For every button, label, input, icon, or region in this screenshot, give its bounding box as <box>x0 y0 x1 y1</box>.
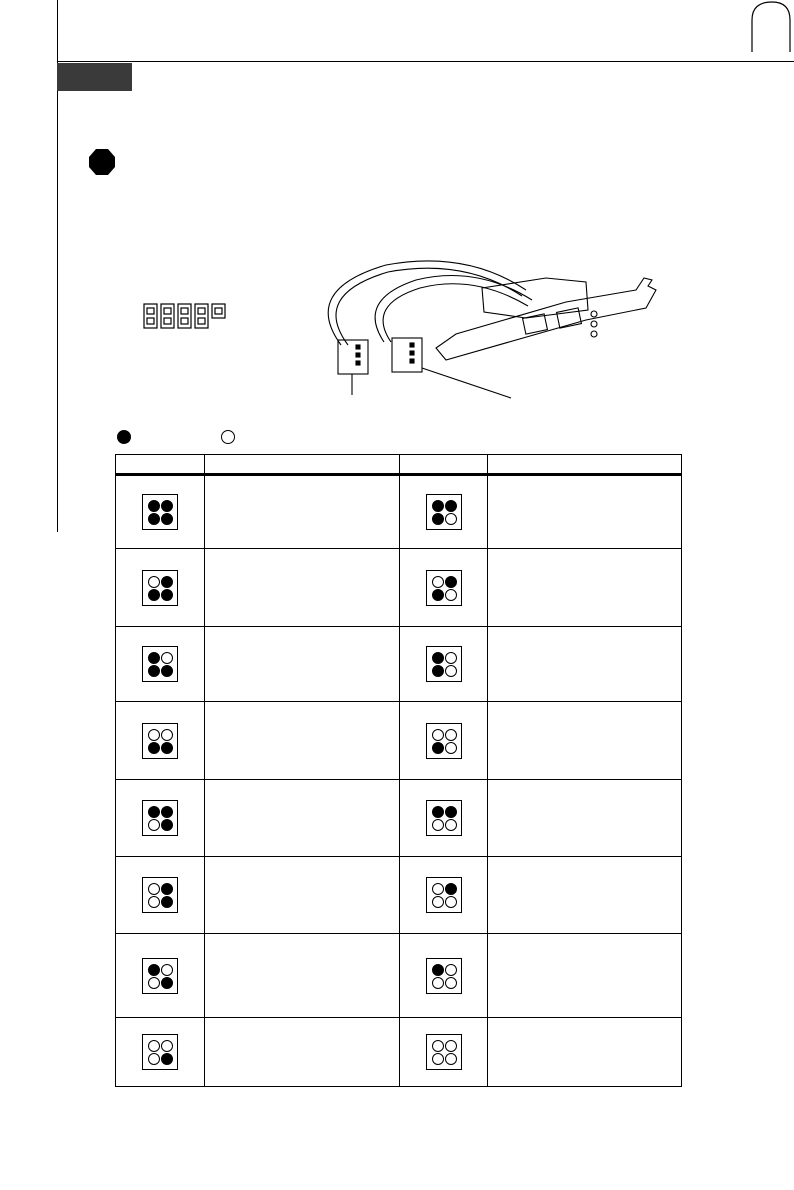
closed-pin-icon <box>161 500 173 512</box>
open-pin-icon <box>148 819 160 831</box>
jumper-block-icon <box>426 723 462 759</box>
closed-pin-icon <box>161 576 173 588</box>
jumper-block-icon <box>142 494 178 530</box>
open-pin-icon <box>445 589 457 601</box>
open-circle-icon <box>221 430 235 444</box>
open-pin-icon <box>432 819 444 831</box>
setting-description <box>205 549 400 627</box>
jumper-block-icon <box>142 800 178 836</box>
setting-description <box>205 780 400 857</box>
jumper-block-icon <box>426 800 462 836</box>
filled-circle-icon <box>117 430 131 444</box>
open-pin-icon <box>445 729 457 741</box>
open-pin-icon <box>148 977 160 989</box>
setting-description <box>488 549 682 627</box>
closed-pin-icon <box>432 806 444 818</box>
table-header-row <box>116 455 682 475</box>
jumper-cell <box>400 857 488 934</box>
closed-pin-icon <box>432 513 444 525</box>
open-pin-icon <box>161 652 173 664</box>
open-pin-icon <box>445 742 457 754</box>
jumper-cell <box>400 934 488 1018</box>
jumper-cell <box>400 475 488 549</box>
setting-description <box>488 934 682 1018</box>
jumper-block-icon <box>426 877 462 913</box>
table-row <box>116 549 682 627</box>
jumper-block-icon <box>142 958 178 994</box>
table-row <box>116 934 682 1018</box>
header-cell <box>488 455 682 475</box>
open-pin-icon <box>148 883 160 895</box>
setting-description <box>488 702 682 780</box>
closed-pin-icon <box>148 806 160 818</box>
jumper-block-icon <box>426 570 462 606</box>
open-pin-icon <box>148 1040 160 1052</box>
jumper-cell <box>400 627 488 702</box>
table-row <box>116 780 682 857</box>
open-pin-icon <box>445 1053 457 1065</box>
section-tab <box>57 63 132 91</box>
open-pin-icon <box>445 977 457 989</box>
header-cell <box>400 455 488 475</box>
closed-pin-icon <box>432 589 444 601</box>
usb-bracket-cable-icon <box>296 250 676 400</box>
closed-pin-icon <box>432 964 444 976</box>
table-row <box>116 1018 682 1087</box>
setting-description <box>488 475 682 549</box>
open-pin-icon <box>432 883 444 895</box>
jumper-cell <box>116 934 205 1018</box>
open-pin-icon <box>148 896 160 908</box>
closed-pin-icon <box>161 977 173 989</box>
closed-pin-icon <box>161 806 173 818</box>
setting-description <box>488 780 682 857</box>
closed-pin-icon <box>432 652 444 664</box>
open-pin-icon <box>445 896 457 908</box>
closed-pin-icon <box>148 500 160 512</box>
open-pin-icon <box>432 1040 444 1052</box>
jumper-cell <box>116 1018 205 1087</box>
closed-pin-icon <box>148 665 160 677</box>
header-cell <box>116 455 205 475</box>
jumper-cell <box>116 702 205 780</box>
closed-pin-icon <box>161 883 173 895</box>
closed-pin-icon <box>161 665 173 677</box>
setting-description <box>205 1018 400 1087</box>
table-row <box>116 627 682 702</box>
open-pin-icon <box>148 729 160 741</box>
closed-pin-icon <box>432 500 444 512</box>
open-pin-icon <box>432 1053 444 1065</box>
header-rule <box>57 61 794 62</box>
open-pin-icon <box>148 1053 160 1065</box>
jumper-block-icon <box>142 877 178 913</box>
open-pin-icon <box>161 729 173 741</box>
closed-pin-icon <box>445 500 457 512</box>
setting-description <box>205 934 400 1018</box>
open-pin-icon <box>432 977 444 989</box>
open-pin-icon <box>445 665 457 677</box>
jumper-cell <box>400 702 488 780</box>
table-row <box>116 857 682 934</box>
jumper-block-icon <box>426 646 462 682</box>
closed-pin-icon <box>161 742 173 754</box>
page-curl-corner <box>750 0 794 52</box>
jumper-block-icon <box>142 1034 178 1070</box>
open-pin-icon <box>432 896 444 908</box>
jumper-cell <box>116 549 205 627</box>
table-row <box>116 702 682 780</box>
closed-pin-icon <box>148 652 160 664</box>
closed-pin-icon <box>148 964 160 976</box>
jumper-cell <box>400 1018 488 1087</box>
open-pin-icon <box>161 1040 173 1052</box>
closed-pin-icon <box>432 742 444 754</box>
setting-description <box>205 857 400 934</box>
jumper-cell <box>116 627 205 702</box>
jumper-block-icon <box>142 570 178 606</box>
setting-description <box>205 475 400 549</box>
open-pin-icon <box>445 652 457 664</box>
hexagon-icon <box>88 148 116 176</box>
jumper-setting-table <box>115 454 682 1087</box>
header-cell <box>205 455 400 475</box>
setting-description <box>205 702 400 780</box>
open-pin-icon <box>445 1040 457 1052</box>
closed-pin-icon <box>161 819 173 831</box>
jumper-block-icon <box>142 723 178 759</box>
setting-description <box>488 857 682 934</box>
jumper-block-icon <box>142 646 178 682</box>
closed-pin-icon <box>445 806 457 818</box>
jumper-cell <box>116 475 205 549</box>
closed-pin-icon <box>161 589 173 601</box>
closed-pin-icon <box>148 513 160 525</box>
closed-pin-icon <box>161 513 173 525</box>
jumper-cell <box>116 857 205 934</box>
closed-pin-icon <box>161 1053 173 1065</box>
setting-description <box>488 1018 682 1087</box>
closed-pin-icon <box>148 742 160 754</box>
closed-pin-icon <box>432 665 444 677</box>
jumper-cell <box>400 549 488 627</box>
jumper-block-icon <box>426 1034 462 1070</box>
open-pin-icon <box>445 964 457 976</box>
jumper-cell <box>400 780 488 857</box>
pin-header-icon <box>143 303 229 329</box>
open-pin-icon <box>432 729 444 741</box>
closed-pin-icon <box>148 589 160 601</box>
open-pin-icon <box>148 576 160 588</box>
open-pin-icon <box>445 513 457 525</box>
open-pin-icon <box>445 819 457 831</box>
jumper-block-icon <box>426 958 462 994</box>
setting-description <box>488 627 682 702</box>
closed-pin-icon <box>445 883 457 895</box>
table-row <box>116 475 682 549</box>
jumper-cell <box>116 780 205 857</box>
open-pin-icon <box>161 964 173 976</box>
open-pin-icon <box>432 576 444 588</box>
closed-pin-icon <box>161 896 173 908</box>
closed-pin-icon <box>445 576 457 588</box>
setting-description <box>205 627 400 702</box>
jumper-block-icon <box>426 494 462 530</box>
